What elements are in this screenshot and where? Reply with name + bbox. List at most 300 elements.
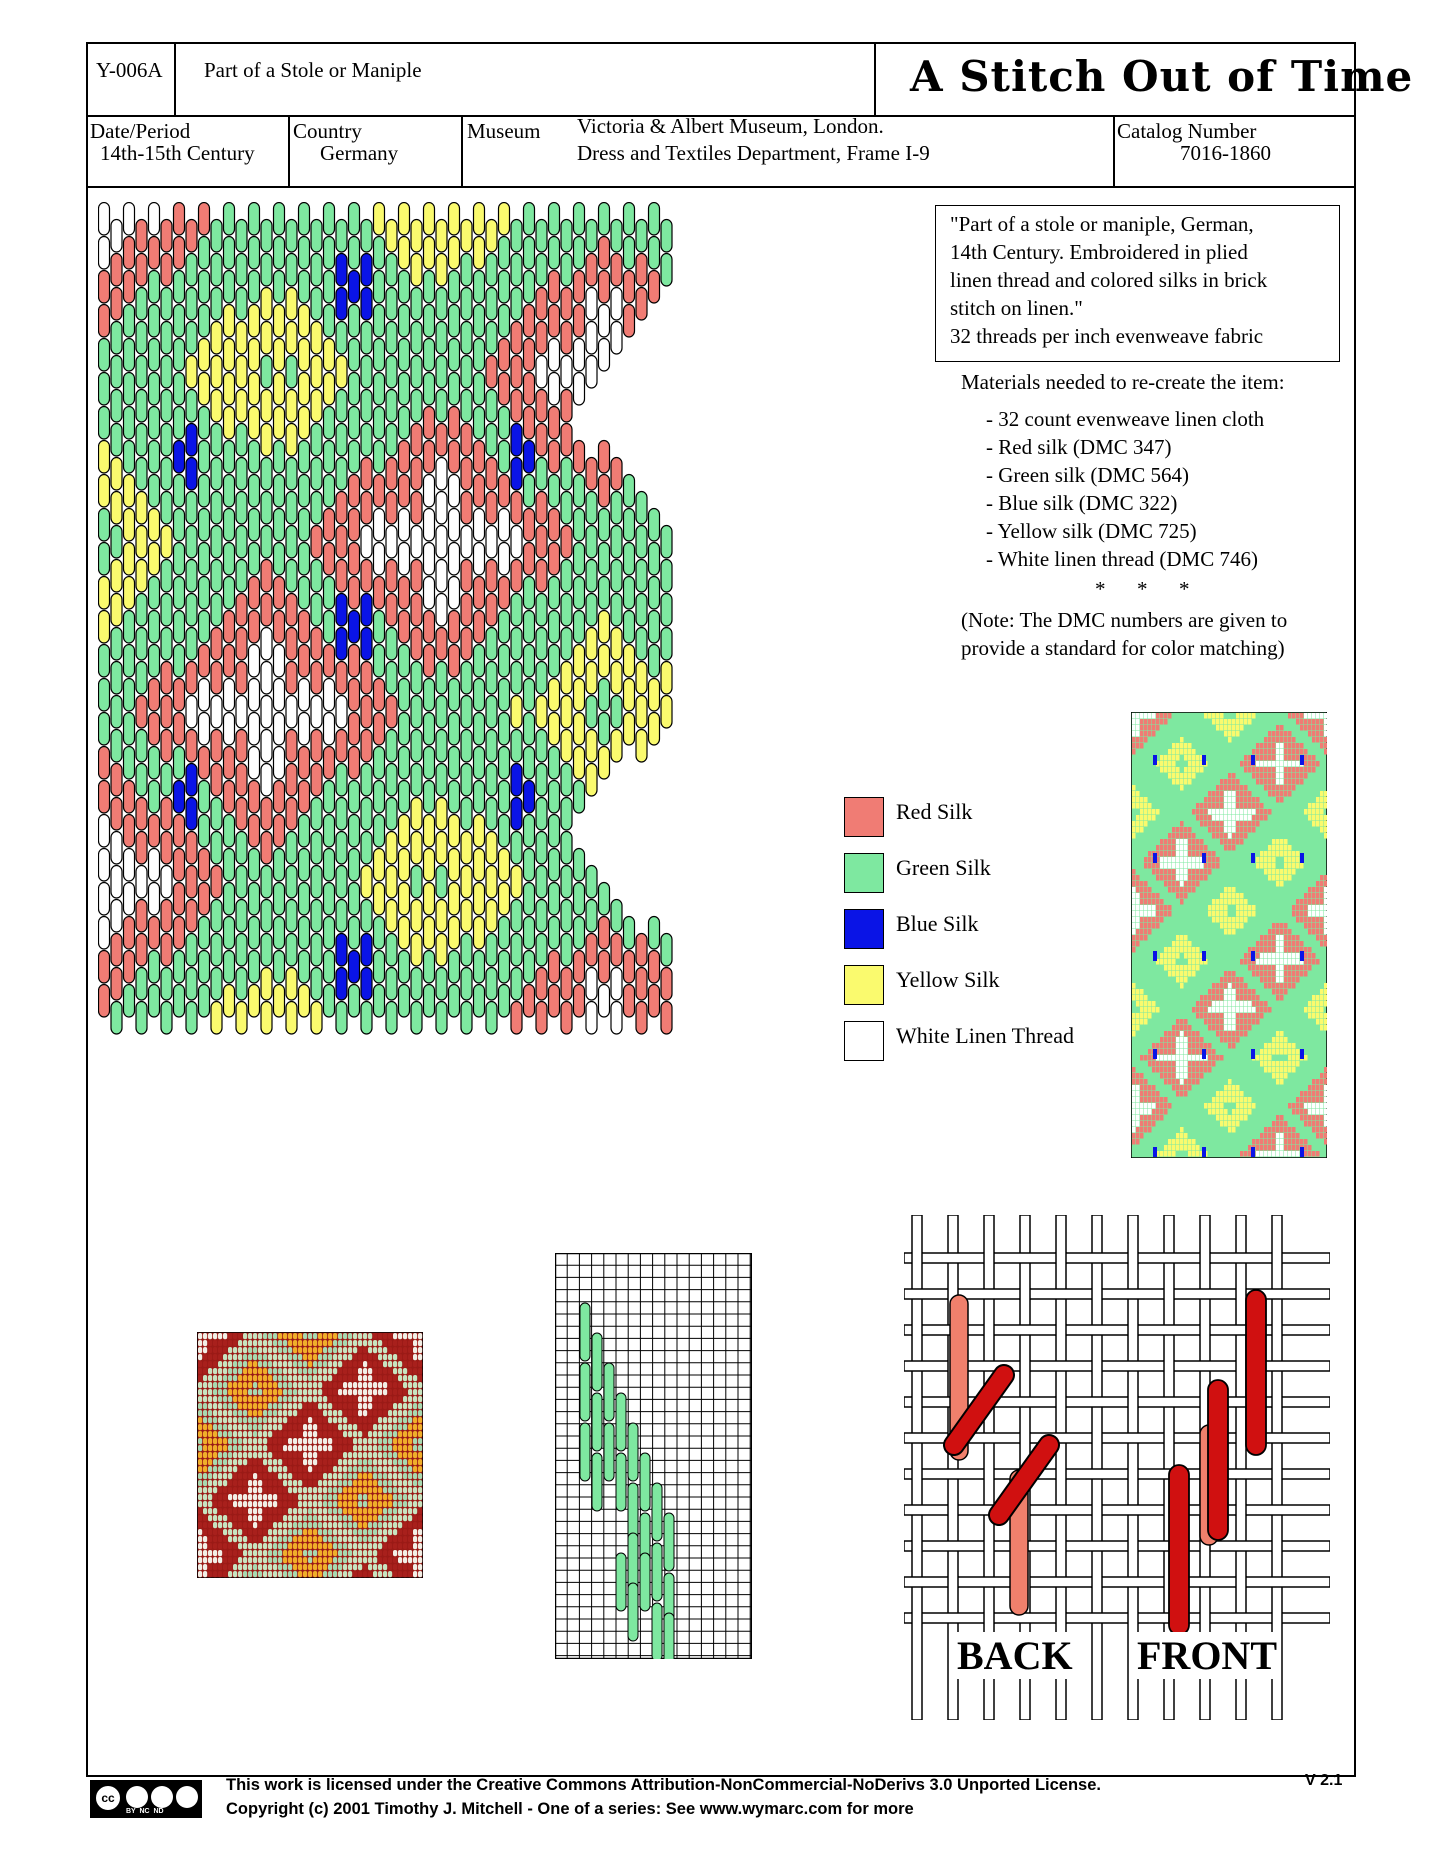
thumbnail-cell <box>1260 773 1264 779</box>
stitch <box>386 968 397 1001</box>
thumbnail-cell <box>1140 911 1144 917</box>
thumbnail-cell <box>1180 1085 1184 1091</box>
thumbnail-cell <box>1148 899 1152 905</box>
stitch <box>236 526 247 559</box>
thumbnail-cell <box>1188 959 1192 965</box>
stitch <box>599 441 610 474</box>
photo-stitch <box>203 1501 207 1507</box>
photo-stitch <box>318 1424 322 1430</box>
stitch <box>361 628 372 661</box>
thumbnail-cell <box>1224 1121 1228 1127</box>
thumbnail-cell <box>1208 995 1212 1001</box>
thumbnail-cell <box>1272 1151 1276 1157</box>
thumbnail-cell <box>1208 1061 1212 1067</box>
photo-stitch <box>198 1522 202 1528</box>
photo-stitch <box>208 1340 212 1346</box>
photo-stitch <box>263 1501 267 1507</box>
photo-stitch <box>293 1571 297 1577</box>
photo-stitch <box>418 1522 422 1528</box>
photo-stitch <box>333 1487 337 1493</box>
photo-stitch <box>238 1515 242 1521</box>
photo-stitch <box>353 1529 357 1535</box>
materials-item: - Yellow silk (DMC 725) <box>986 519 1197 543</box>
photo-stitch <box>313 1403 317 1409</box>
stitch <box>174 713 185 746</box>
photo-stitch <box>398 1354 402 1360</box>
stitch <box>624 305 635 338</box>
weave-crossing <box>912 1396 922 1408</box>
photo-stitch <box>368 1354 372 1360</box>
stitch <box>349 237 360 270</box>
thumbnail-cell <box>1156 1115 1160 1121</box>
thumbnail-cell <box>1288 845 1292 851</box>
stitch <box>174 679 185 712</box>
photo-stitch <box>388 1445 392 1451</box>
thumbnail-cell <box>1188 773 1192 779</box>
thumbnail-cell <box>1140 893 1144 899</box>
stitch <box>211 254 222 287</box>
photo-stitch <box>293 1347 297 1353</box>
thumbnail-cell <box>1152 923 1156 929</box>
thumbnail-cell <box>1224 779 1228 785</box>
thumbnail-cell <box>1312 923 1316 929</box>
photo-stitch <box>288 1515 292 1521</box>
thumbnail-cell <box>1264 869 1268 875</box>
thumbnail-cell <box>1148 1007 1152 1013</box>
thumbnail-cell <box>1208 797 1212 803</box>
photo-stitch <box>303 1522 307 1528</box>
thumbnail-cell <box>1188 1043 1192 1049</box>
photo-stitch <box>218 1529 222 1535</box>
stitch <box>249 339 260 372</box>
stitch <box>561 628 572 661</box>
photo-stitch <box>283 1452 287 1458</box>
photo-stitch <box>228 1445 232 1451</box>
stitch <box>274 985 285 1018</box>
stitch <box>661 662 672 695</box>
photo-stitch <box>218 1508 222 1514</box>
photo-stitch <box>408 1417 412 1423</box>
thumbnail-cell <box>1192 887 1196 893</box>
thumbnail-cell <box>1308 911 1312 917</box>
thumbnail-cell <box>1188 1145 1192 1151</box>
photo-stitch <box>243 1403 247 1409</box>
photo-stitch <box>218 1361 222 1367</box>
thumbnail-cell <box>1296 899 1300 905</box>
thumbnail-cell <box>1264 743 1268 749</box>
photo-stitch <box>383 1550 387 1556</box>
thumbnail-cell <box>1132 821 1136 827</box>
stitch <box>386 492 397 525</box>
photo-stitch <box>378 1466 382 1472</box>
thumbnail-cell <box>1292 755 1296 761</box>
thumbnail-cell <box>1316 935 1320 941</box>
stitch <box>661 526 672 559</box>
thumbnail-cell <box>1196 767 1200 773</box>
stitch <box>249 407 260 440</box>
photo-stitch <box>273 1452 277 1458</box>
photo-stitch <box>273 1424 277 1430</box>
stitch <box>374 543 385 576</box>
thumbnail-cell <box>1176 875 1180 881</box>
stitch <box>136 866 147 899</box>
stitch <box>511 730 522 763</box>
photo-stitch <box>403 1340 407 1346</box>
photo-stitch <box>358 1445 362 1451</box>
thumbnail-cell <box>1144 1007 1148 1013</box>
photo-stitch <box>408 1340 412 1346</box>
photo-stitch <box>333 1536 337 1542</box>
photo-stitch <box>323 1431 327 1437</box>
thumbnail-cell <box>1284 743 1288 749</box>
thumbnail-cell <box>1160 1115 1164 1121</box>
photo-stitch <box>268 1431 272 1437</box>
cc-license-badge[interactable] <box>90 1780 202 1818</box>
thumbnail-cell <box>1140 743 1144 749</box>
thumbnail-cell <box>1152 1085 1156 1091</box>
stitch <box>486 1002 497 1035</box>
thumbnail-cell <box>1176 851 1180 857</box>
thumbnail-cell <box>1160 1061 1164 1067</box>
thumbnail-cell <box>1316 761 1320 767</box>
photo-stitch <box>208 1438 212 1444</box>
photo-stitch <box>388 1340 392 1346</box>
stitch <box>386 900 397 933</box>
thumbnail-cell <box>1192 863 1196 869</box>
photo-stitch <box>248 1333 252 1339</box>
photo-stitch <box>283 1473 287 1479</box>
stitch <box>499 985 510 1018</box>
stitch <box>636 696 647 729</box>
photo-stitch <box>343 1452 347 1458</box>
thumbnail-cell <box>1168 947 1172 953</box>
photo-stitch <box>238 1452 242 1458</box>
stitch <box>161 220 172 253</box>
thumbnail-cell <box>1144 881 1148 887</box>
thumbnail-cell <box>1312 1151 1316 1157</box>
thumbnail-cell <box>1212 821 1216 827</box>
stitch <box>374 747 385 780</box>
materials-separator: * * * <box>1095 577 1190 601</box>
photo-stitch <box>263 1487 267 1493</box>
thumbnail-blue-accent <box>1153 1147 1157 1157</box>
thumbnail-cell <box>1308 1109 1312 1115</box>
thumbnail-cell <box>1172 755 1176 761</box>
stitch <box>161 492 172 525</box>
thumbnail-cell <box>1168 1079 1172 1085</box>
stitch <box>574 645 585 678</box>
photo-stitch <box>278 1501 282 1507</box>
photo-stitch <box>268 1557 272 1563</box>
stitch <box>424 679 435 712</box>
thumbnail-cell <box>1168 911 1172 917</box>
thumbnail-cell <box>1300 863 1304 869</box>
stitch <box>549 543 560 576</box>
photo-stitch <box>243 1529 247 1535</box>
photo-stitch <box>378 1508 382 1514</box>
photo-stitch <box>208 1417 212 1423</box>
photo-stitch <box>213 1410 217 1416</box>
photo-stitch <box>248 1564 252 1570</box>
thumbnail-cell <box>1312 893 1316 899</box>
stitch <box>536 560 547 593</box>
thumbnail-cell <box>1276 1037 1280 1043</box>
weave-crossing <box>912 1324 922 1336</box>
stitch <box>424 985 435 1018</box>
thumbnail-cell <box>1132 1013 1136 1019</box>
thumbnail-cell <box>1272 767 1276 773</box>
thumbnail-cell <box>1244 767 1248 773</box>
stitch <box>136 220 147 253</box>
photo-stitch <box>228 1354 232 1360</box>
stitch <box>186 866 197 899</box>
stitch <box>486 560 497 593</box>
thumbnail-cell <box>1256 749 1260 755</box>
thumbnail-cell <box>1204 713 1208 719</box>
thumbnail-cell <box>1204 869 1208 875</box>
photo-stitch <box>238 1431 242 1437</box>
stitch <box>511 866 522 899</box>
thumbnail-cell <box>1180 977 1184 983</box>
photo-stitch <box>218 1564 222 1570</box>
thumbnail-cell <box>1316 911 1320 917</box>
photo-stitch <box>323 1515 327 1521</box>
stitch <box>436 662 447 695</box>
photo-stitch <box>273 1480 277 1486</box>
photo-stitch <box>283 1340 287 1346</box>
stitch <box>199 713 210 746</box>
photo-stitch <box>308 1529 312 1535</box>
photo-stitch <box>403 1550 407 1556</box>
stitch <box>224 645 235 678</box>
thumbnail-cell <box>1228 773 1232 779</box>
thumbnail-cell <box>1224 905 1228 911</box>
photo-stitch <box>318 1417 322 1423</box>
stitch <box>199 917 210 950</box>
thumbnail-cell <box>1140 989 1144 995</box>
thumbnail-cell <box>1184 971 1188 977</box>
thumbnail-cell <box>1156 1043 1160 1049</box>
grid-stitch <box>652 1483 662 1541</box>
photo-stitch <box>268 1529 272 1535</box>
photo-stitch <box>388 1389 392 1395</box>
stitch <box>99 849 110 882</box>
thumbnail-cell <box>1264 953 1268 959</box>
photo-stitch <box>363 1396 367 1402</box>
photo-stitch <box>398 1438 402 1444</box>
photo-stitch <box>353 1424 357 1430</box>
thumbnail-cell <box>1148 851 1152 857</box>
stitch <box>249 543 260 576</box>
thumbnail-cell <box>1196 1043 1200 1049</box>
stitch <box>449 645 460 678</box>
thumbnail-cell <box>1324 1085 1327 1091</box>
photo-stitch <box>378 1494 382 1500</box>
thumbnail-cell <box>1220 905 1224 911</box>
photo-stitch <box>263 1543 267 1549</box>
photo-stitch <box>398 1424 402 1430</box>
thumbnail-cell <box>1256 1007 1260 1013</box>
stitch <box>424 543 435 576</box>
photo-stitch <box>203 1473 207 1479</box>
thumbnail-cell <box>1264 959 1268 965</box>
photo-stitch <box>358 1431 362 1437</box>
thumbnail-cell <box>1172 1043 1176 1049</box>
stitch <box>249 441 260 474</box>
stitch <box>424 407 435 440</box>
grid-stitch <box>628 1533 638 1591</box>
photo-stitch <box>248 1543 252 1549</box>
photo-stitch <box>278 1389 282 1395</box>
thumbnail-cell <box>1172 1031 1176 1037</box>
stitch <box>274 747 285 780</box>
photo-stitch <box>308 1522 312 1528</box>
stitch <box>261 628 272 661</box>
thumbnail-cell <box>1180 839 1184 845</box>
thumbnail-cell <box>1284 1121 1288 1127</box>
thumbnail-cell <box>1180 899 1184 905</box>
thumbnail-cell <box>1280 785 1284 791</box>
stitch <box>311 832 322 865</box>
photo-stitch <box>233 1424 237 1430</box>
stitch <box>486 254 497 287</box>
stitch <box>311 492 322 525</box>
thumbnail-cell <box>1236 713 1240 719</box>
thumbnail-cell <box>1268 947 1272 953</box>
thumbnail-cell <box>1192 833 1196 839</box>
thumbnail-cell <box>1280 839 1284 845</box>
photo-stitch <box>383 1424 387 1430</box>
photo-stitch <box>293 1473 297 1479</box>
photo-stitch <box>403 1368 407 1374</box>
photo-stitch <box>408 1361 412 1367</box>
stitch <box>174 917 185 950</box>
thumbnail-cell <box>1172 839 1176 845</box>
thumbnail-cell <box>1200 821 1204 827</box>
photo-stitch <box>238 1445 242 1451</box>
photo-stitch <box>298 1536 302 1542</box>
stitch <box>636 220 647 253</box>
stitch <box>449 543 460 576</box>
photo-stitch <box>398 1410 402 1416</box>
stitch <box>424 271 435 304</box>
stitch <box>136 900 147 933</box>
photo-stitch <box>243 1445 247 1451</box>
stitch <box>611 254 622 287</box>
stitch <box>236 220 247 253</box>
thumbnail-cell <box>1268 737 1272 743</box>
photo-stitch <box>398 1466 402 1472</box>
stitch <box>324 713 335 746</box>
thumbnail-cell <box>1288 857 1292 863</box>
thumbnail-cell <box>1276 971 1280 977</box>
photo-stitch <box>398 1375 402 1381</box>
thumbnail-cell <box>1180 947 1184 953</box>
stitch <box>574 305 585 338</box>
front-stitch <box>1246 1290 1266 1455</box>
photo-stitch <box>298 1361 302 1367</box>
photo-stitch <box>258 1396 262 1402</box>
photo-stitch <box>343 1501 347 1507</box>
stitch <box>186 526 197 559</box>
stitch <box>424 577 435 610</box>
thumbnail-cell <box>1196 959 1200 965</box>
photo-stitch <box>323 1487 327 1493</box>
thumbnail-cell <box>1152 899 1156 905</box>
photo-stitch <box>333 1445 337 1451</box>
thumbnail-cell <box>1260 1145 1264 1151</box>
photo-stitch <box>393 1571 397 1577</box>
thumbnail-cell <box>1324 1019 1327 1025</box>
photo-stitch <box>253 1382 257 1388</box>
stitch <box>474 339 485 372</box>
stitch <box>211 628 222 661</box>
photo-stitch <box>398 1522 402 1528</box>
thumbnail-cell <box>1176 887 1180 893</box>
stitch <box>299 849 310 882</box>
stitch <box>374 951 385 984</box>
photo-stitch <box>298 1382 302 1388</box>
thumbnail-cell <box>1220 791 1224 797</box>
photo-stitch <box>393 1501 397 1507</box>
thumbnail-cell <box>1312 725 1316 731</box>
thumbnail-cell <box>1140 809 1144 815</box>
photo-stitch <box>353 1508 357 1514</box>
photo-stitch <box>273 1466 277 1472</box>
thumbnail-cell <box>1272 875 1276 881</box>
photo-stitch <box>268 1515 272 1521</box>
stitch <box>211 390 222 423</box>
thumbnail-cell <box>1268 1043 1272 1049</box>
thumbnail-cell <box>1140 1073 1144 1079</box>
photo-stitch <box>388 1515 392 1521</box>
stitch <box>549 645 560 678</box>
thumbnail-cell <box>1244 1103 1248 1109</box>
stitch <box>436 594 447 627</box>
photo-stitch <box>303 1431 307 1437</box>
photo-stitch <box>358 1515 362 1521</box>
photo-stitch <box>203 1382 207 1388</box>
photo-stitch <box>313 1494 317 1500</box>
thumbnail-cell <box>1168 1151 1172 1157</box>
thumbnail-cell <box>1324 1091 1327 1097</box>
stitch <box>236 322 247 355</box>
thumbnail-cell <box>1248 953 1252 959</box>
thumbnail-cell <box>1280 749 1284 755</box>
thumbnail-cell <box>1248 905 1252 911</box>
thumbnail-cell <box>1148 1055 1152 1061</box>
thumbnail-cell <box>1224 887 1228 893</box>
stitch <box>461 424 472 457</box>
thumbnail-cell <box>1300 905 1304 911</box>
photo-stitch <box>293 1361 297 1367</box>
thumbnail-cell <box>1228 995 1232 1001</box>
stitch <box>536 594 547 627</box>
thumbnail-cell <box>1192 1079 1196 1085</box>
stitch <box>399 645 410 678</box>
thumbnail-cell <box>1324 821 1327 827</box>
thumbnail-cell <box>1316 1079 1320 1085</box>
legend-label: White Linen Thread <box>896 1023 1074 1048</box>
thumbnail-cell <box>1244 1007 1248 1013</box>
thumbnail-cell <box>1184 1139 1188 1145</box>
photo-stitch <box>223 1494 227 1500</box>
thumbnail-cell <box>1192 1139 1196 1145</box>
photo-stitch <box>413 1522 417 1528</box>
thumbnail-cell <box>1228 893 1232 899</box>
thumbnail-cell <box>1192 767 1196 773</box>
stitch <box>361 390 372 423</box>
